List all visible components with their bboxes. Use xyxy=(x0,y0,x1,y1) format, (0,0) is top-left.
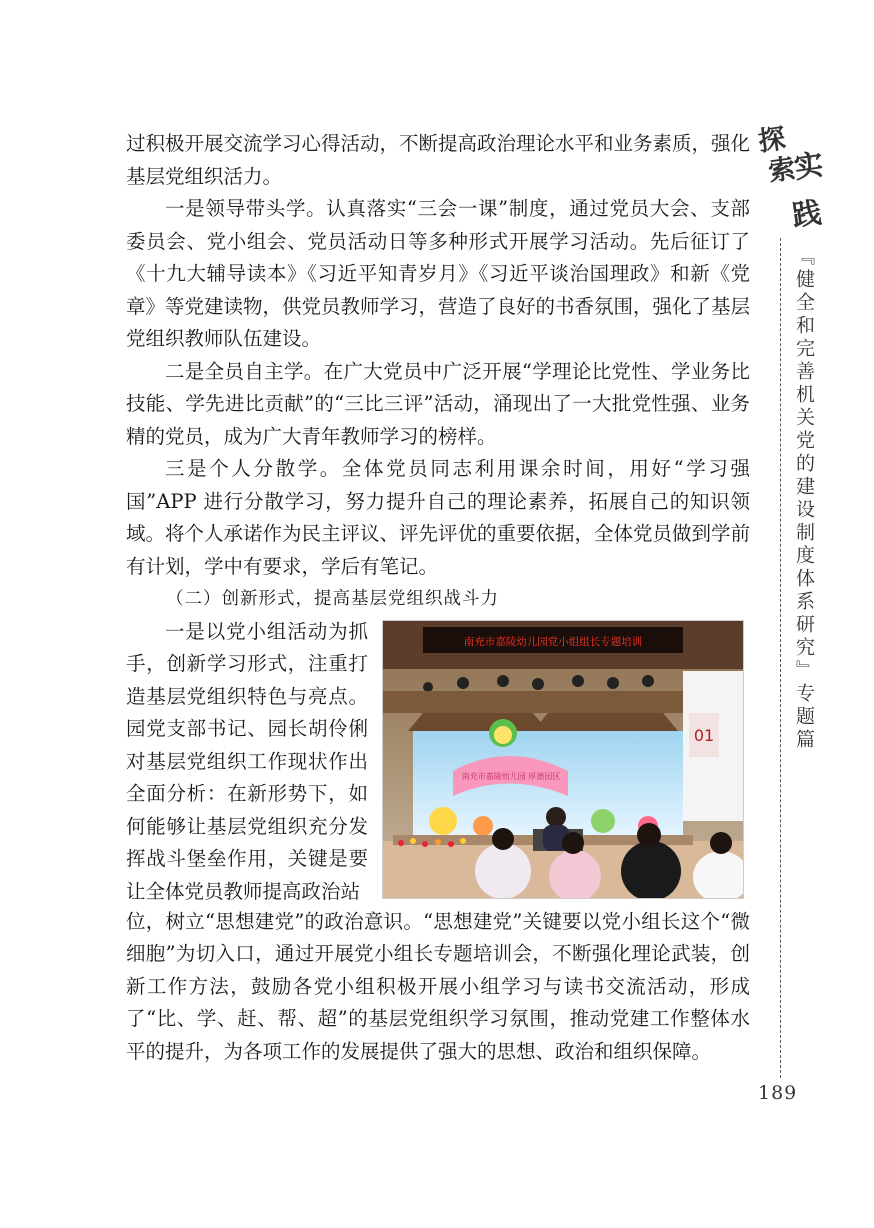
emblem-char-4: 践 xyxy=(789,195,824,233)
section-heading: （二）创新形式，提高基层党组织战斗力 xyxy=(166,589,499,609)
paragraph-self-study: 二是全员自主学。在广大党员中广泛开展“学理论比党性、学业务比技能、学先进比贡献”的“三比三评”活动，涌现出了一大批党性强、业务精的党员，成为广大青年教师学习的榜样。 xyxy=(126,359,750,448)
wrapped-text-block xyxy=(126,616,368,909)
margin-dashed-rule xyxy=(780,238,781,1078)
projector-screen-number: 01 xyxy=(693,725,715,745)
vertical-section-title: 『健全和完善机关党的建设制度体系研究』专题篇 xyxy=(793,246,815,752)
paragraph-individual-study: 三是个人分散学。全体党员同志利用课余时间，用好“学习强国”APP 进行分散学习，努力提升自己的理论素养，拓展自己的知识领域。将个人承诺作为民主评议、评先评优的重要依据，全体党员做到学前有计划，学中有要求，学后有笔记。 xyxy=(126,457,751,578)
led-banner-text: 南充市嘉陵幼儿园党小组组长专题培训 xyxy=(463,635,643,648)
paragraph-party-group-continued: 位，树立“思想建党”的政治意识。“思想建党”关键要以党小组长这个“微细胞”为切入口，通过开展党小组长专题培训会，不断强化理论武装，创新工作方法，鼓励各党小组积极开展小组学习与读书交流活动，形成了“比、学、赶、帮、超”的基层党组织学习氛围，推动党建工作整体水平的提升，为各项工作的发展提供了强大的思想、政治和组织保障。 xyxy=(126,909,750,1063)
main-column xyxy=(126,128,750,1068)
emblem-char-2: 索 xyxy=(766,153,798,188)
paragraph-party-group: 一是以党小组活动为抓手，创新学习形式，注重打造基层党组织特色与亮点。园党支部书记、园长胡伶俐对基层党组织工作现状作出全面分析：在新形势下，如何能够让基层党组织充分发挥战斗堡垒作用，关键是要让全体党员教师提高政治站 xyxy=(126,619,368,903)
page-number: 189 xyxy=(758,1082,798,1104)
training-photo xyxy=(382,620,744,899)
training-photo-illustration xyxy=(383,621,743,898)
emblem-char-3: 实 xyxy=(791,147,826,185)
paragraph-leader-study: 一是领导带头学。认真落实“三会一课”制度，通过党员大会、支部委员会、党小组会、党员活动日等多种形式开展学习活动。先后征订了《十九大辅导读本》《习近平知青岁月》《习近平谈治国理政》和新《党章》等党建读物，供党员教师学习，营造了良好的书香氛围，强化了基层党组织教师队伍建设。 xyxy=(126,197,751,350)
text-with-photo xyxy=(126,616,750,906)
emblem-char-1: 探 xyxy=(756,123,788,158)
stage-backdrop-text: 南充市嘉陵幼儿园 厚德园区 xyxy=(461,771,561,781)
section-emblem xyxy=(756,118,826,233)
paragraph-continuation: 过积极开展交流学习心得活动，不断提高政治理论水平和业务素质，强化基层党组织活力。 xyxy=(126,132,751,188)
